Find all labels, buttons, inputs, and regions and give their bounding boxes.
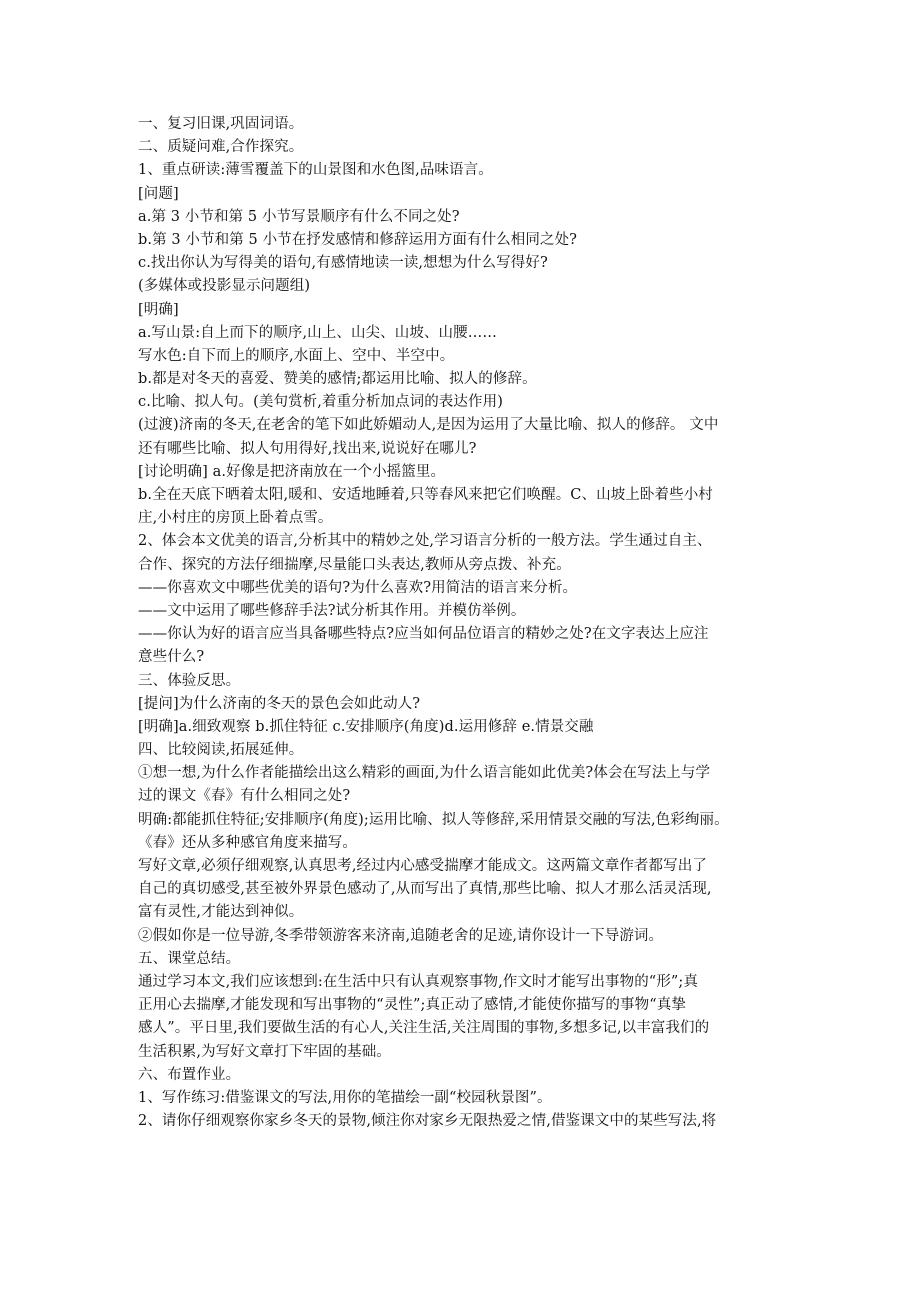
text-line: 《春》还从多种感官角度来描写。 xyxy=(138,834,357,851)
text-line: 一、复习旧课,巩固词语。 xyxy=(138,116,304,132)
text-line: 1、重点研读:薄雪覆盖下的山景图和水色图,品味语言。 xyxy=(138,162,493,179)
document-body xyxy=(138,113,788,1133)
text-line: 通过学习本文,我们应该想到:在生活中只有认真观察事物,作文时才能写出事物的“形”;真 xyxy=(138,973,699,990)
text-line: 四、比较阅读,拓展延伸。 xyxy=(138,742,304,759)
text-line: 五、课堂总结。 xyxy=(138,950,241,967)
text-line: 明确:都能抓住特征;安排顺序(角度);运用比喻、拟人等修辞,采用情景交融的写法,色彩绚丽。 xyxy=(138,811,729,828)
text-line: 富有灵性,才能达到神似。 xyxy=(138,904,304,921)
text-line: [明确] xyxy=(138,301,179,318)
text-line: 写好文章,必须仔细观察,认真思考,经过内心感受揣摩才能成文。这两篇文章作者都写出了 xyxy=(138,858,707,874)
text-line: ②假如你是一位导游,冬季带领游客来济南,追随老舍的足迹,请你设计一下导游词。 xyxy=(138,927,664,944)
text-line: 自己的真切感受,甚至被外界景色感动了,从而写出了真情,那些比喻、拟人才那么活灵活现, xyxy=(138,881,712,898)
text-line: 感人”。平日里,我们要做生活的有心人,关注生活,关注周围的事物,多想多记,以丰富我们的 xyxy=(138,1020,710,1037)
text-line: ——你认为好的语言应当具备哪些特点?应当如何品位语言的精妙之处?在文字表达上应注 xyxy=(138,626,709,643)
text-line: a.第 3 小节和第 5 小节写景顺序有什么不同之处? xyxy=(138,208,460,225)
text-line: ①想一想,为什么作者能描绘出这么精彩的画面,为什么语言能如此优美?体会在写法上与学 xyxy=(138,765,711,782)
text-line: (过渡)济南的冬天,在老舍的笔下如此娇媚动人,是因为运用了大量比喻、拟人的修辞。 文中 xyxy=(138,417,719,434)
text-line: 三、体验反思。 xyxy=(138,672,241,689)
text-line: a.写山景:自上而下的顺序,山上、山尖、山坡、山腰…… xyxy=(138,324,497,341)
text-line: 1、写作练习:借鉴课文的写法,用你的笔描绘一副“校园秋景图”。 xyxy=(138,1089,552,1106)
text-line: 还有哪些比喻、拟人句用得好,找出来,说说好在哪儿? xyxy=(138,440,477,457)
text-line: 六、布置作业。 xyxy=(138,1066,241,1083)
text-line: c.比喻、拟人句。(美句赏析,着重分析加点词的表达作用) xyxy=(138,394,503,411)
text-line: 过的课文《春》有什么相同之处? xyxy=(138,788,351,805)
text-line: 生活积累,为写好文章打下牢固的基础。 xyxy=(138,1043,391,1060)
text-line: 2、体会本文优美的语言,分析其中的精妙之处,学习语言分析的一般方法。学生通过自主、 xyxy=(138,533,712,550)
text-line: b.全在天底下晒着太阳,暖和、安适地睡着,只等春风来把它们唤醒。C、山坡上卧着些小村 xyxy=(138,487,713,503)
text-line: [提问]为什么济南的冬天的景色会如此动人? xyxy=(138,695,421,712)
text-line: 二、质疑问难,合作探究。 xyxy=(138,139,304,156)
text-line: b.第 3 小节和第 5 小节在抒发感情和修辞运用方面有什么相同之处? xyxy=(138,231,578,248)
text-line: (多媒体或投影显示问题组) xyxy=(138,278,311,295)
text-line: [讨论明确] a.好像是把济南放在一个小摇篮里。 xyxy=(138,463,446,480)
text-line: ——你喜欢文中哪些优美的语句?为什么喜欢?用简洁的语言来分析。 xyxy=(138,579,578,596)
text-line: ——文中运用了哪些修辞手法?试分析其作用。并模仿举例。 xyxy=(138,602,526,619)
text-line: c.找出你认为写得美的语句,有感情地读一读,想想为什么写得好? xyxy=(138,255,548,272)
text-line: 正用心去揣摩,才能发现和写出事物的“灵性”;真正动了感情,才能使你描写的事物“真挚 xyxy=(138,997,686,1014)
text-line: 意些什么? xyxy=(138,649,205,666)
text-line: [明确]a.细致观察 b.抓住特征 c.安排顺序(角度)d.运用修辞 e.情景交融 xyxy=(138,718,594,735)
text-line: 庄,小村庄的房顶上卧着点雪。 xyxy=(138,510,333,527)
text-line: 写水色:自下而上的顺序,水面上、空中、半空中。 xyxy=(138,347,455,364)
text-line: 2、请你仔细观察你家乡冬天的景物,倾注你对家乡无限热爱之情,借鉴课文中的某些写法,将 xyxy=(138,1113,717,1130)
text-line: b.都是对冬天的喜爱、赞美的感情;都运用比喻、拟人的修辞。 xyxy=(138,371,537,388)
text-line: 合作、探究的方法仔细揣摩,尽量能口头表达,教师从旁点拨、补充。 xyxy=(138,556,571,573)
text-line: [问题] xyxy=(138,185,179,202)
